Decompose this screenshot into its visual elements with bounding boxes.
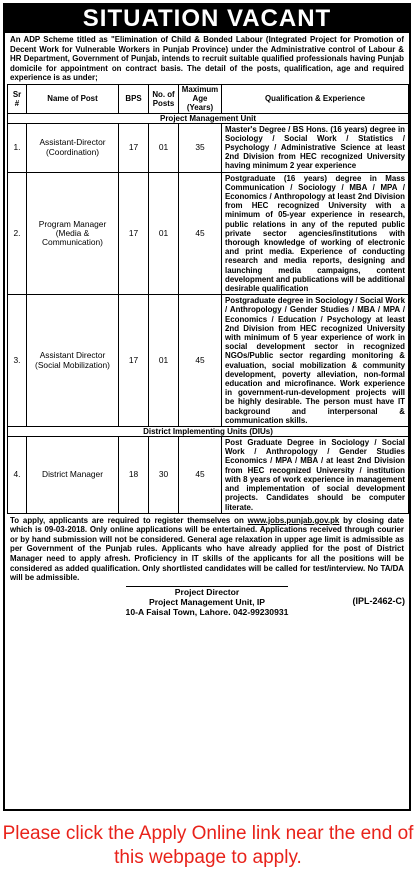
bps-cell: 18 [119, 437, 149, 514]
instructions-text-end: by closing date which is 09-03-2018. Only online applications will be entertained. Applications received through courier or by hand submission will not be considered. General age relaxation in upper age limit is admissible as per Government of the Punjab rules. Applicants who have already applied for the post of District Manager need to apply afresh. Proficiency in IT skills of the applicants for all the positions will be considered as added qualification. Only shortlisted candidates will be called for test/interview. No TA/DA will be admissible. [10, 515, 404, 583]
apply-online-notice: Please click the Apply Online link near the end of this webpage to apply. [2, 823, 414, 868]
jobs-portal-link[interactable]: www.jobs.punjab.gov.pk [247, 515, 340, 525]
footer-unit: Project Management Unit, IP [148, 596, 266, 607]
age-cell: 45 [179, 172, 222, 295]
sr-cell: 2. [8, 172, 27, 295]
bps-cell: 17 [119, 295, 149, 427]
headline: SITUATION VACANT [5, 5, 409, 33]
age-cell: 45 [179, 295, 222, 427]
section-title: District Implementing Units (DIUs) [8, 427, 409, 437]
sr-cell: 3. [8, 295, 27, 427]
ipl-code: (IPL-2462-C) [352, 595, 405, 606]
header-no-of-posts: No. of Posts [149, 84, 179, 113]
posts-cell: 30 [149, 437, 179, 514]
table-row [8, 295, 409, 427]
header-post-name: Name of Post [27, 84, 119, 113]
instructions-text-start: To apply, applicants are required to register themselves on [10, 515, 248, 525]
posts-cell: 01 [149, 172, 179, 295]
bps-cell: 17 [119, 123, 149, 172]
job-advertisement [3, 3, 411, 811]
table-row [8, 123, 409, 172]
table-header-row [8, 84, 409, 113]
posts-cell: 01 [149, 295, 179, 427]
age-cell: 45 [179, 437, 222, 514]
footer-address-block [126, 586, 289, 617]
vacancy-table [7, 84, 409, 514]
section-row [8, 427, 409, 437]
footer [5, 586, 409, 617]
footer-address: 10-A Faisal Town, Lahore. 042-99230931 [125, 606, 289, 617]
header-qualification: Qualification & Experience [222, 84, 409, 113]
post-cell: Program Manager (Media & Communication) [27, 172, 119, 295]
intro-paragraph: An ADP Scheme titled as "Elimination of Child & Bonded Labour (Integrated Project for Promotion of Decent Work for Vulnerable Workers in Punjab Province) under the Administrative control of Labour & HR Department, Government of Punjab, intends to recruit suitable qualified professionals having Punjab domicile for appointment on contract basis. The detail of the posts, qualification, age and required experience is as under; [10, 35, 404, 83]
qualification-cell: Postgraduate degree in Sociology / Social Work / Anthropology / Gender Studies / MBA / MPA / Economics / Education / Psychology at least 2nd Division from HEC recognized University with minimum of 5 year experience of work in social development sector in recognized NGOs/Public sector regarding monitoring & evaluation, social mobilization & community development, poverty alleviation, non-formal education and microfinance. Work experience in government-run-development projects will be highly desirable. The person must have IT background and interpersonal & communication skills. [222, 295, 409, 427]
post-cell: Assistant-Director (Coordination) [27, 123, 119, 172]
bps-cell: 17 [119, 172, 149, 295]
footer-title: Project Director [174, 586, 240, 597]
qualification-cell: Master's Degree / BS Hons. (16 years) degree in Sociology / Social Work / Statistics / Psychology / Administrative Science at least 2nd Division from HEC recognized University having minimum 2 year experience [222, 123, 409, 172]
header-sr: Sr # [8, 84, 27, 113]
age-cell: 35 [179, 123, 222, 172]
post-cell: District Manager [27, 437, 119, 514]
sr-cell: 1. [8, 123, 27, 172]
header-bps: BPS [119, 84, 149, 113]
table-row [8, 172, 409, 295]
qualification-cell: Post Graduate Degree in Sociology / Social Work / Anthropology / Gender Studies Economics / MPA / MBA / at least 2nd Division from HEC recognized University / institution with 8 years of work experience in management and implementation of social development projects. Candidates should be computer literate. [222, 437, 409, 514]
posts-cell: 01 [149, 123, 179, 172]
header-max-age: Maximum Age (Years) [179, 84, 222, 113]
table-row [8, 437, 409, 514]
section-row [8, 113, 409, 123]
section-title: Project Management Unit [8, 113, 409, 123]
post-cell: Assistant Director (Social Mobilization) [27, 295, 119, 427]
application-instructions [5, 514, 409, 583]
sr-cell: 4. [8, 437, 27, 514]
qualification-cell: Postgraduate (16 years) degree in Mass Communication / Sociology / MBA / MPA / Economics / Anthropology at least 2nd Division from HEC recognized University with a minimum of 05-year experience in research, public relations in any of the reputed public private sector agencies/institutions with thorough knowledge of working of electronic and print media. Experience of conducting research and media reports, designing and launching media campaigns, content development and publications will be additional desirable qualification [222, 172, 409, 295]
